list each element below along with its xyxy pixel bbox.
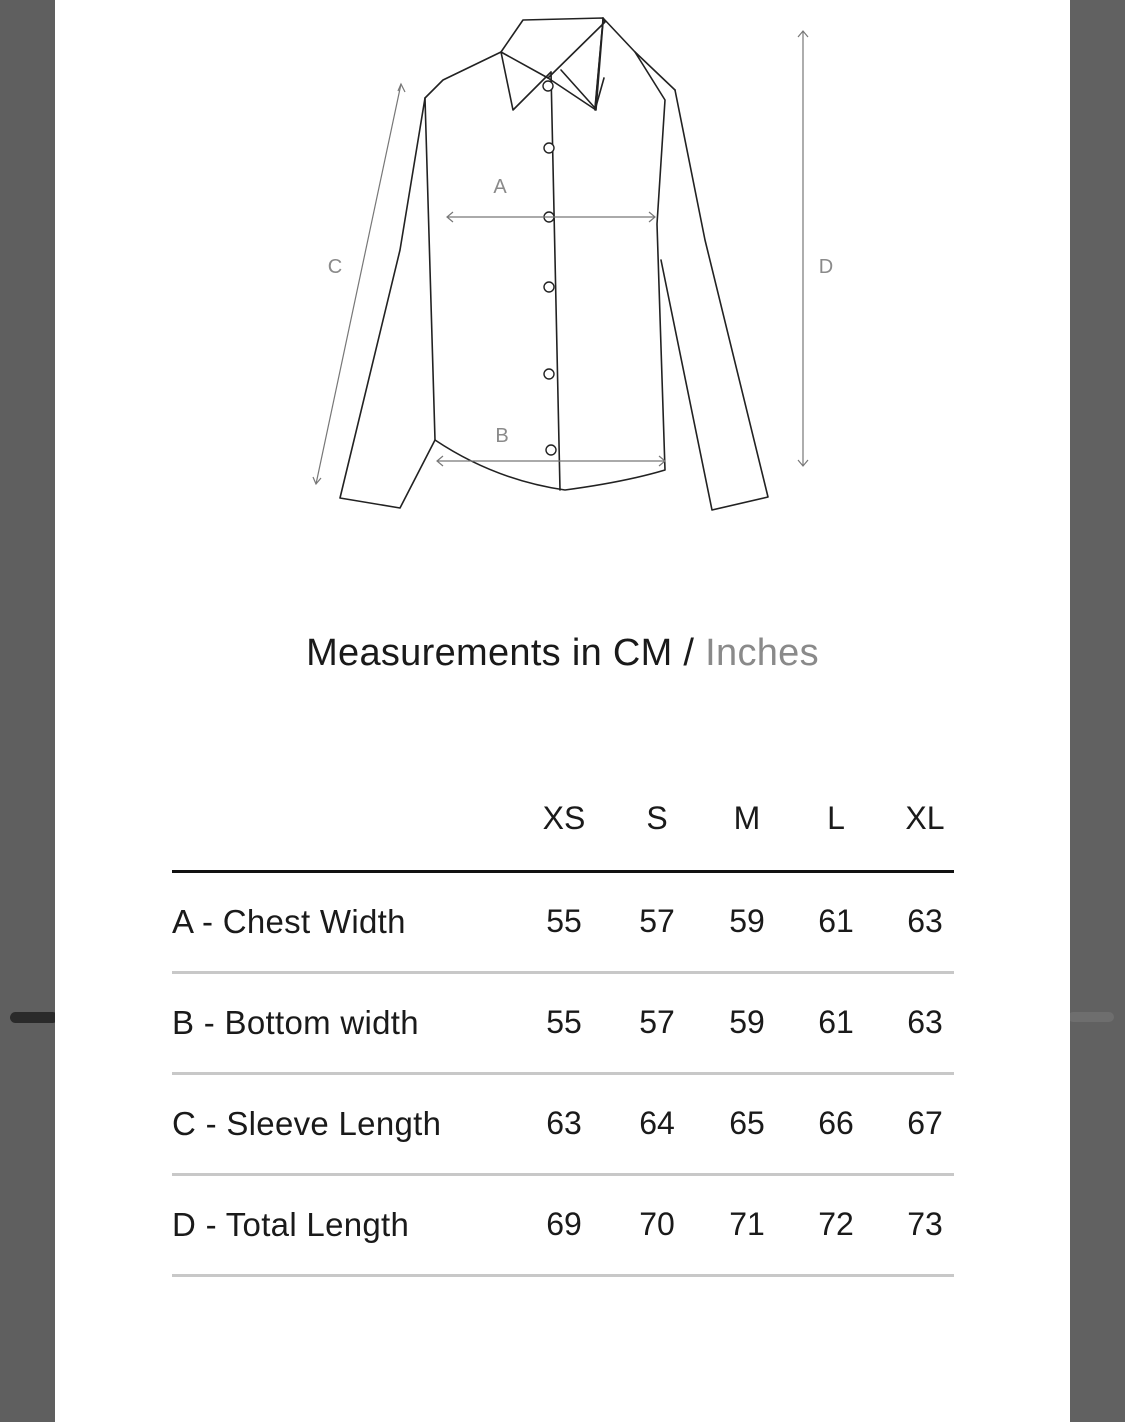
table-cell: 70 (639, 1206, 675, 1242)
size-guide-sheet (55, 0, 1070, 1422)
button (544, 282, 554, 292)
label-a: A (493, 176, 507, 198)
button (544, 369, 554, 379)
table-cell: 63 (907, 1004, 943, 1040)
table-cell: 61 (818, 1004, 854, 1040)
measurements-heading (55, 632, 1070, 675)
collar (501, 18, 605, 78)
table-cell: 63 (546, 1105, 582, 1141)
table-cell: 55 (546, 1004, 582, 1040)
table-cell: 67 (907, 1105, 943, 1141)
size-header-xs: XS (542, 800, 586, 836)
drag-handle-right[interactable] (1068, 1012, 1114, 1022)
table-cell: 57 (639, 1004, 675, 1040)
table-cell: 71 (729, 1206, 765, 1242)
label-c: C (327, 256, 343, 278)
unit-inches-toggle[interactable]: Inches (705, 632, 819, 674)
size-header-m: M (733, 800, 761, 836)
table-cell: 55 (546, 903, 582, 939)
table-cell: 61 (818, 903, 854, 939)
row-label: A - Chest Width (172, 903, 406, 940)
table-cell: 59 (729, 903, 765, 939)
button (543, 81, 553, 91)
size-header-xl: XL (905, 800, 945, 836)
placket (551, 72, 560, 490)
table-cell: 69 (546, 1206, 582, 1242)
table-row (172, 1176, 954, 1277)
table-row (172, 873, 954, 974)
size-table (172, 790, 954, 1277)
row-label: B - Bottom width (172, 1004, 419, 1041)
unit-cm-label[interactable]: Measurements in CM / (306, 632, 706, 674)
row-label: C - Sleeve Length (172, 1105, 442, 1142)
table-cell: 57 (639, 903, 675, 939)
label-b: B (495, 425, 509, 447)
table-cell: 64 (639, 1105, 675, 1141)
size-header-l: L (827, 800, 845, 836)
backdrop-left (0, 0, 55, 1422)
table-cell: 63 (907, 903, 943, 939)
table-cell: 73 (907, 1206, 943, 1242)
table-cell: 65 (729, 1105, 765, 1141)
table-row (172, 974, 954, 1075)
button (544, 143, 554, 153)
table-cell: 59 (729, 1004, 765, 1040)
drag-handle-left[interactable] (10, 1012, 58, 1023)
table-cell: 66 (818, 1105, 854, 1141)
backdrop-right (1070, 0, 1125, 1422)
table-row (172, 1075, 954, 1176)
size-header-row (172, 790, 954, 873)
right-sleeve (661, 90, 768, 510)
label-d: D (818, 256, 834, 278)
row-label: D - Total Length (172, 1206, 410, 1243)
shirt-diagram (55, 0, 1070, 540)
button (546, 445, 556, 455)
size-header-s: S (646, 800, 668, 836)
table-cell: 72 (818, 1206, 854, 1242)
